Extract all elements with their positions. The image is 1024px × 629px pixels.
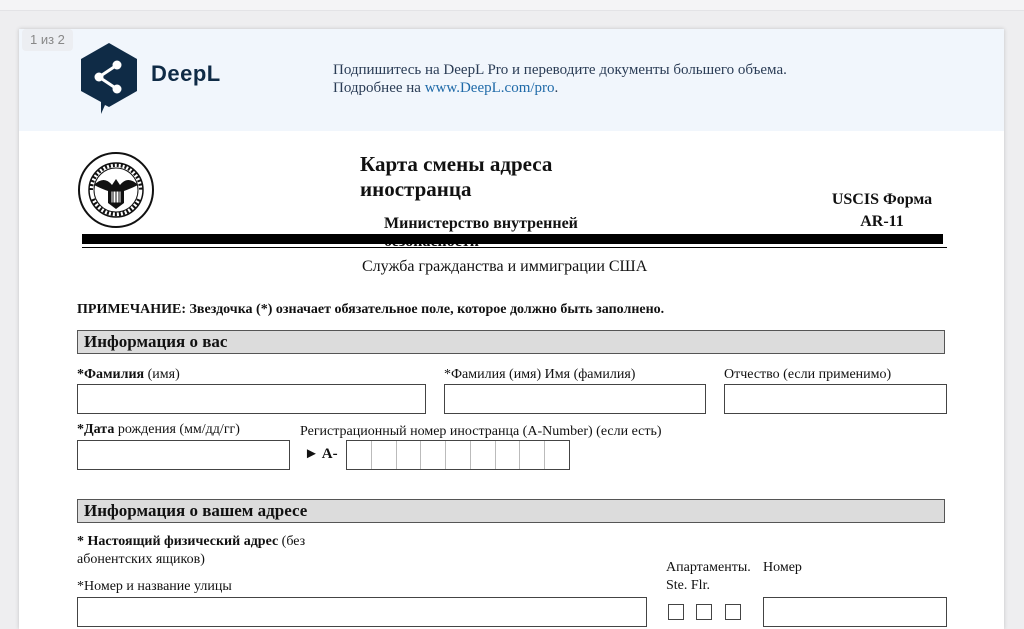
form-title: Карта смены адреса иностранца bbox=[360, 152, 553, 201]
last-name-label bbox=[77, 367, 180, 383]
form-id: USCIS Форма AR-11 bbox=[831, 191, 933, 230]
physical-address-label-bold: * Настоящий физический адрес bbox=[77, 534, 279, 549]
middle-name-label: Отчество (если применимо) bbox=[724, 367, 892, 382]
a-number-prefix: ► A- bbox=[304, 446, 338, 462]
physical-address-label bbox=[77, 533, 367, 569]
dob-label-rest: рождения (мм/дд/гг) bbox=[114, 422, 240, 437]
middle-name-input[interactable] bbox=[724, 384, 947, 414]
street-input[interactable] bbox=[77, 597, 647, 627]
a-number-digit[interactable] bbox=[421, 441, 446, 469]
section-address-title: Информация о вашем адресе bbox=[84, 501, 308, 520]
header-thick-rule bbox=[82, 234, 943, 244]
a-number-digit[interactable] bbox=[471, 441, 496, 469]
physical-address-label-rest: (без абонентских ящиков) bbox=[77, 534, 306, 567]
required-note: ПРИМЕЧАНИЕ: Звездочка (*) означает обязательное поле, которое должно быть заполнено. bbox=[77, 302, 665, 317]
page-counter: 1 из 2 bbox=[22, 29, 73, 51]
promo-line-2 bbox=[333, 79, 787, 97]
a-number-digit[interactable] bbox=[347, 441, 372, 469]
department-name: Министерство внутренней bbox=[384, 215, 578, 232]
apt-checkbox[interactable] bbox=[668, 604, 684, 620]
promo-suffix: . bbox=[554, 80, 559, 96]
first-name-label: *Фамилия (имя) Имя (фамилия) bbox=[444, 367, 636, 382]
dob-label-bold: *Дата bbox=[77, 422, 115, 437]
deepl-promo-text bbox=[333, 61, 787, 97]
unit-number-input[interactable] bbox=[763, 597, 947, 627]
header-thin-rule bbox=[82, 247, 947, 248]
a-number-digit[interactable] bbox=[446, 441, 471, 469]
a-number-label: Регистрационный номер иностранца (A-Number) (если есть) bbox=[300, 424, 662, 439]
dhs-seal-icon bbox=[77, 151, 155, 229]
promo-line-1: Подпишитесь на DeepL Pro и переводите документы большего объема. bbox=[333, 62, 787, 78]
a-number-input[interactable] bbox=[346, 440, 570, 470]
first-name-input[interactable] bbox=[444, 384, 706, 414]
section-about-title: Информация о вас bbox=[84, 332, 228, 351]
a-number-digit[interactable] bbox=[520, 441, 545, 469]
dob-label bbox=[77, 422, 240, 438]
viewer-top-edge bbox=[0, 0, 1024, 11]
section-address-header bbox=[77, 499, 945, 523]
last-name-label-rest: (имя) bbox=[144, 367, 180, 382]
deepl-logo-icon bbox=[77, 41, 141, 115]
deepl-banner bbox=[19, 29, 1004, 131]
unit-number-label: Номер bbox=[763, 560, 802, 575]
a-number-digit[interactable] bbox=[496, 441, 521, 469]
apartment-label: Апартаменты. Ste. Flr. bbox=[666, 560, 751, 593]
deepl-pro-link[interactable]: www.DeepL.com/pro bbox=[424, 80, 555, 96]
last-name-input[interactable] bbox=[77, 384, 426, 414]
promo-prefix: Подробнее на bbox=[333, 80, 425, 96]
agency-name: Служба гражданства и иммиграции США bbox=[362, 258, 648, 275]
a-number-digit[interactable] bbox=[397, 441, 422, 469]
deepl-brand-name: DeepL bbox=[151, 61, 221, 86]
street-label: *Номер и название улицы bbox=[77, 579, 232, 594]
section-about-header bbox=[77, 330, 945, 354]
document-page bbox=[19, 29, 1004, 629]
a-number-digit[interactable] bbox=[372, 441, 397, 469]
flr-checkbox[interactable] bbox=[725, 604, 741, 620]
last-name-label-bold: *Фамилия bbox=[77, 367, 145, 382]
ste-checkbox[interactable] bbox=[696, 604, 712, 620]
a-number-digit[interactable] bbox=[545, 441, 569, 469]
dob-input[interactable] bbox=[77, 440, 290, 470]
